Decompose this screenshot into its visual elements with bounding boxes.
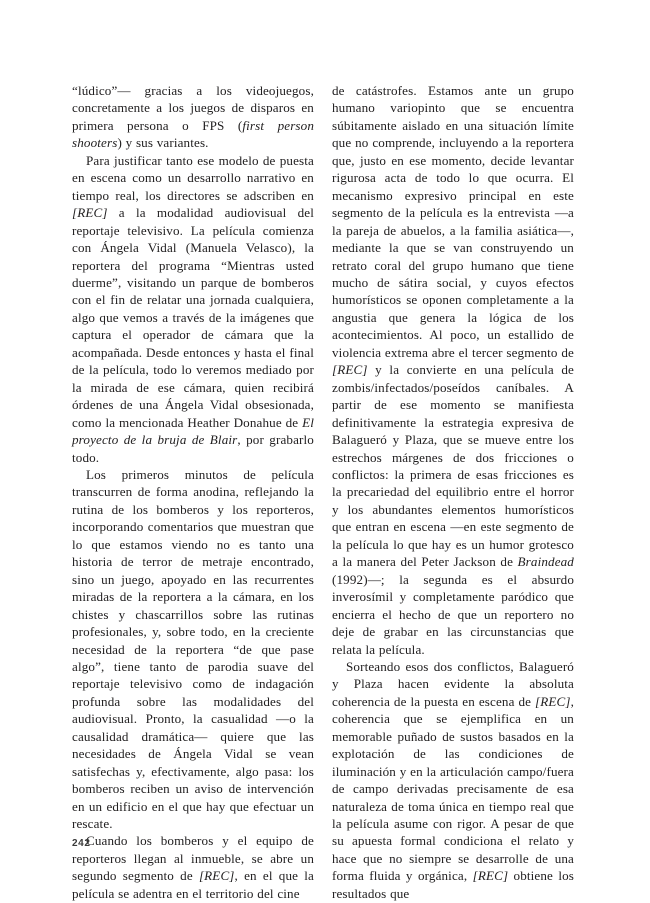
text-run: y la convierte en una película de zombis/infectados/poseídos caníbales. A partir de ese momento se manifiesta definitivamente la estrategia expresiva de Balagueró y Plaza, que se mueve entre los estrechos márgenes de dos fricciones o conflictos: la primera de esas fricciones es la precariedad del equilibrio entre el horror y los abundantes elementos humorísticos que entran en escena —en este segmento de la película lo que hay es un humor grotesco a la manera del Peter Jackson de — [332, 362, 574, 570]
text-run: (1992)—; la segunda es el absurdo inverosímil y completamente paródico que encierra el hecho de que un reportero no deje de grabar en las circunstancias que relata la película. — [332, 571, 574, 657]
paragraph — [332, 82, 574, 658]
italic-run: [REC] — [332, 362, 368, 378]
text-run: Para justificar tanto ese modelo de puesta en escena como un desarrollo narrativo en tiempo real, los directores se adscriben en — [72, 152, 314, 203]
text-run: obtiene los resultados que — [332, 868, 574, 901]
text-run: , por grabarlo todo. — [72, 432, 314, 465]
italic-run: [REC] — [198, 868, 235, 884]
text-run: , coherencia que se ejemplifica en un memorable puñado de sustos basados en la explotación de las condiciones de iluminación y en la articulación campo/fuera de campo derivadas precisamente de esa naturaleza de toma única en tiempo real que la película asume con rigor. A pesar de que su apuesta formal condiciona el relato y hace que no siempre se desarrolle de una forma fluida y orgánica, — [332, 693, 574, 884]
text-run: Cuando los bomberos y el equipo de reporteros llegan al inmueble, se abre un segundo segmento de — [72, 833, 314, 884]
paragraph — [72, 832, 314, 902]
text-run: a la modalidad audiovisual del reportaje televisivo. La película comienza con Ángela Vidal (Manuela Velasco), la reportera del programa “Mientras usted duerme”, visitando un parque de bomberos con el fin de relatar una jornada cualquiera, algo que vemos a través de la imágenes que captura el operador de cámara que la acompañada. Desde entonces y hasta el final de la película, todo lo veremos mediado por la mirada de ese cámara, quien recibirá órdenes de una Ángela Vidal obsesionada, como la mencionada Heather Donahue de — [72, 205, 314, 430]
paragraph — [72, 152, 314, 466]
italic-run: [REC] — [72, 205, 108, 221]
text-run: Los primeros minutos de película transcurren de forma anodina, reflejando la rutina de los bomberos y los reporteros, incorporando comentarios que muestran que lo que estamos viendo no es tanto una historia de terror de metraje encontrado, sino un juego, apoyado en las recurrentes miradas de la reportera a la cámara, en los chistes y chascarrillos sobre las rutinas profesionales, y, sobre todo, en la creciente necesidad de la reportera “de que pase algo”, tiene tanto de parodia suave del reportaje televisivo como de indagación profunda sobre las modalidades del audiovisual. Pronto, la casualidad —o la causalidad dramática— quiere que las necesidades de Ángela Vidal se vean satisfechas y, efectivamente, algo pasa: los bomberos reciben un aviso de intervención en un edificio en el que hay que efectuar un rescate. — [72, 466, 314, 832]
page-number: 242 — [72, 838, 91, 849]
paragraph — [72, 82, 314, 152]
italic-run: El proyecto de la bruja de Blair — [72, 414, 314, 448]
paragraph — [332, 658, 574, 902]
italic-run: first person shooters — [72, 117, 315, 151]
italic-run: Braindead — [517, 554, 574, 570]
text-run: Sorteando esos dos conflictos, Balagueró y Plaza hacen evidente la absoluta coherencia de la puesta en escena de — [332, 658, 574, 709]
text-run: “lúdico”— gracias a los videojuegos, concretamente a los juegos de disparos en primera persona o FPS ( — [72, 83, 314, 133]
paragraph — [72, 466, 314, 833]
text-run: ) y sus variantes. — [117, 135, 209, 151]
right-column — [332, 82, 574, 901]
italic-run: [REC] — [472, 868, 509, 884]
italic-run: [REC] — [535, 693, 571, 709]
text-run: de catástrofes. Estamos ante un grupo humano variopinto que se encuentra súbitamente aislado en una situación límite que no comprende, incluyendo a la reportera que, justo en ese momento, decide levantar rigurosa acta de todo lo que ocurra. El mecanismo expresivo principal en este segmento de la película es la entrevista —a la pareja de abuelos, a la familia asiática—, mediante la que se van construyendo un retrato coral del grupo humano que tiene mucho de sátira social, y cuyos efectos humorísticos se oponen completamente a la angustia que genera la lógica de los acontecimientos. Al poco, un estallido de violencia extrema abre el tercer segmento de — [332, 83, 574, 360]
text-run: , en el que la película se adentra en el territorio del cine — [72, 868, 314, 901]
